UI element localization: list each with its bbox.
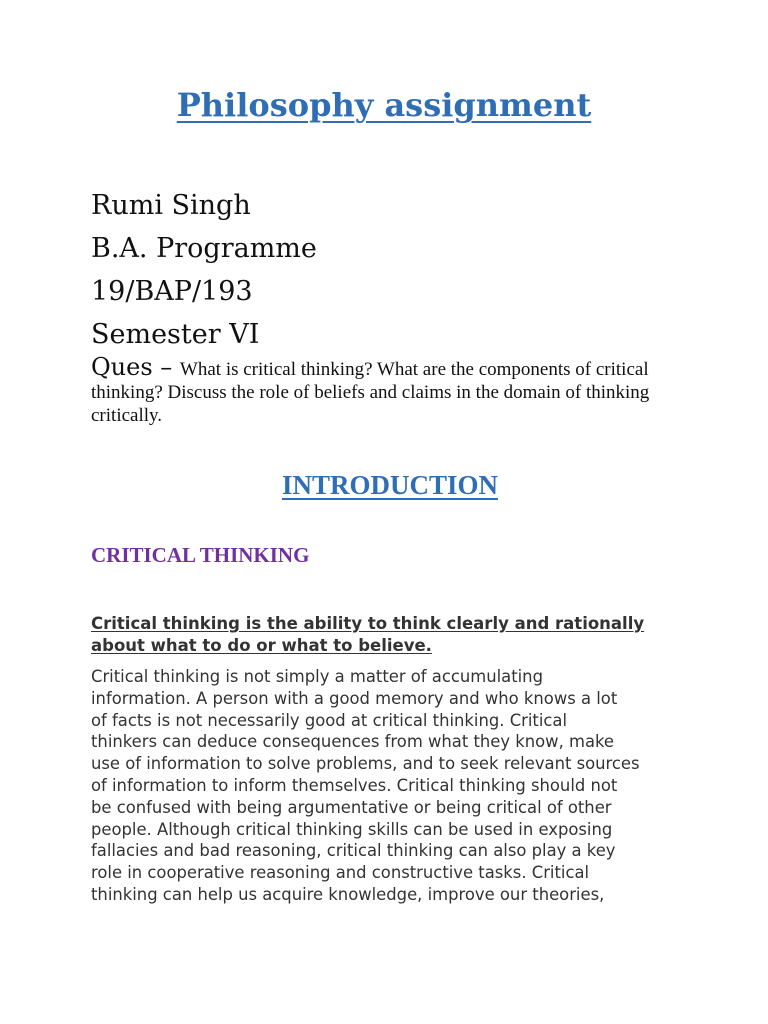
question-label: Ques – [91,353,180,381]
body-line: of facts is not necessarily good at critical thinking. Critical [91,710,568,730]
body-line: use of information to solve problems, and to seek relevant sources [91,754,640,774]
introduction-heading [0,470,768,501]
body-line: fallacies and bad reasoning, critical thinking can also play a key [91,841,616,861]
body-line: thinkers can deduce consequences from what they know, make [91,732,615,752]
question-block [91,353,681,427]
student-programme: B.A. Programme [91,233,317,264]
body-line: of information to inform themselves. Critical thinking should not [91,775,618,795]
body-paragraph [91,666,691,906]
body-line: Critical thinking is not simply a matter of accumulating [91,667,543,686]
body-line: be confused with being argumentative or being critical of other [91,797,612,817]
student-name: Rumi Singh [91,190,251,221]
student-roll-number: 19/BAP/193 [91,276,253,307]
definition-text: Critical thinking is the ability to think clearly and rationally about what to do or what to believe. [91,614,645,655]
body-line: information. A person with a good memory and who knows a lot [91,688,618,708]
page-title [0,86,768,124]
introduction-heading-text: INTRODUCTION [281,470,499,500]
body-line: role in cooperative reasoning and constructive tasks. Critical [91,863,590,883]
section-heading-critical-thinking: CRITICAL THINKING [91,543,310,567]
student-semester: Semester VI [91,319,260,350]
page-title-text: Philosophy assignment [176,86,592,124]
body-line: thinking can help us acquire knowledge, improve our theories, [91,884,605,904]
question-text: What is critical thinking? What are the components of critical thinking? Discuss the role of beliefs and claims in the domain of thinking critically. [91,359,650,426]
student-info [91,184,317,356]
body-line: people. Although critical thinking skills can be used in exposing [91,819,613,839]
